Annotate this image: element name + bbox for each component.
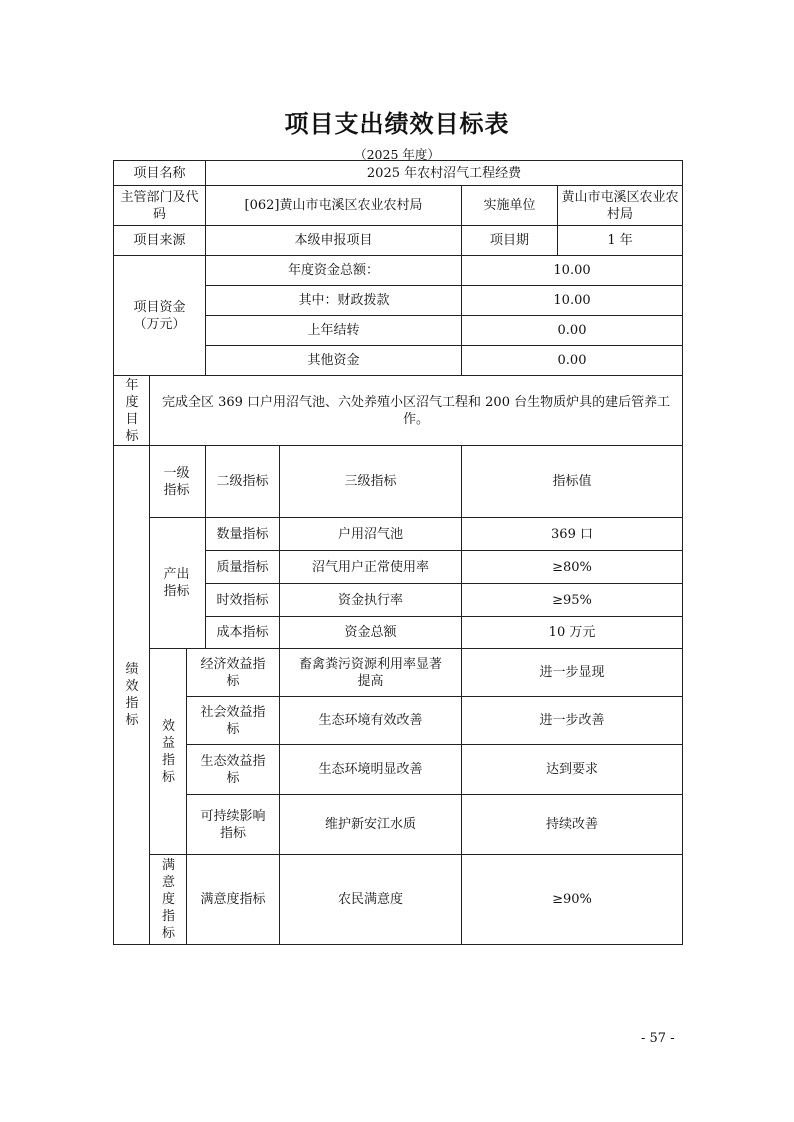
project-name-value: 2025 年农村沼气工程经费 (206, 161, 683, 186)
level2-cell: 质量指标 (206, 551, 280, 584)
header-level1: 一级指标 (150, 446, 206, 518)
value-cell: ≥90% (462, 855, 683, 945)
fund-value: 0.00 (462, 346, 683, 376)
level2-cell: 满意度指标 (187, 855, 280, 945)
year-caption: （2025 年度） (354, 147, 440, 162)
value-cell: 进一步改善 (462, 697, 683, 745)
value-cell: 进一步显现 (462, 649, 683, 697)
impl-unit-value: 黄山市屯溪区农业农村局 (558, 186, 683, 226)
value-cell: 369 口 (462, 518, 683, 551)
level2-cell: 社会效益指标 (187, 697, 280, 745)
fund-label: 上年结转 (206, 316, 462, 346)
level2-cell: 可持续影响指标 (187, 795, 280, 855)
benefit-label: 效益指标 (150, 649, 187, 855)
level3-cell: 维护新安江水质 (280, 795, 462, 855)
level2-cell: 经济效益指标 (187, 649, 280, 697)
level3-cell: 资金执行率 (280, 584, 462, 617)
dept-value: [062]黄山市屯溪区农业农村局 (206, 186, 462, 226)
level2-cell: 成本指标 (206, 617, 280, 649)
page-title: 项目支出绩效目标表 (284, 110, 510, 138)
period-label: 项目期 (462, 226, 558, 256)
page-number: - 57 - (641, 1031, 675, 1046)
output-label: 产出指标 (150, 518, 206, 649)
level3-cell: 生态环境有效改善 (280, 697, 462, 745)
level3-cell: 农民满意度 (280, 855, 462, 945)
period-value: 1 年 (558, 226, 683, 256)
level2-cell: 数量指标 (206, 518, 280, 551)
header-level2: 二级指标 (206, 446, 280, 518)
level3-cell: 户用沼气池 (280, 518, 462, 551)
satisfaction-label: 满意度指标 (150, 855, 187, 945)
project-name-label: 项目名称 (114, 161, 206, 186)
value-cell: 达到要求 (462, 745, 683, 795)
value-cell: ≥95% (462, 584, 683, 617)
dept-label: 主管部门及代码 (114, 186, 206, 226)
fund-label: 年度资金总额： (206, 256, 462, 286)
value-cell: 持续改善 (462, 795, 683, 855)
fund-value: 10.00 (462, 256, 683, 286)
annual-goal-value: 完成全区 369 口户用沼气池、六处养殖小区沼气工程和 200 台生物质炉具的建后管养工作。 (150, 376, 683, 446)
annual-goal-label: 年度目标 (114, 376, 150, 446)
level3-cell: 生态环境明显改善 (280, 745, 462, 795)
level2-cell: 时效指标 (206, 584, 280, 617)
fund-label: 其中：财政拨款 (206, 286, 462, 316)
fund-value: 10.00 (462, 286, 683, 316)
impl-unit-label: 实施单位 (462, 186, 558, 226)
value-cell: ≥80% (462, 551, 683, 584)
perf-label: 绩效指标 (114, 446, 150, 945)
value-cell: 10 万元 (462, 617, 683, 649)
level3-cell: 资金总额 (280, 617, 462, 649)
level3-cell: 畜禽粪污资源利用率显著提高 (280, 649, 462, 697)
header-level3: 三级指标 (280, 446, 462, 518)
header-value: 指标值 (462, 446, 683, 518)
fund-label: 其他资金 (206, 346, 462, 376)
source-value: 本级申报项目 (206, 226, 462, 256)
funds-label: 项目资金（万元） (114, 256, 206, 376)
source-label: 项目来源 (114, 226, 206, 256)
fund-value: 0.00 (462, 316, 683, 346)
level3-cell: 沼气用户正常使用率 (280, 551, 462, 584)
performance-table (113, 160, 683, 945)
level2-cell: 生态效益指标 (187, 745, 280, 795)
